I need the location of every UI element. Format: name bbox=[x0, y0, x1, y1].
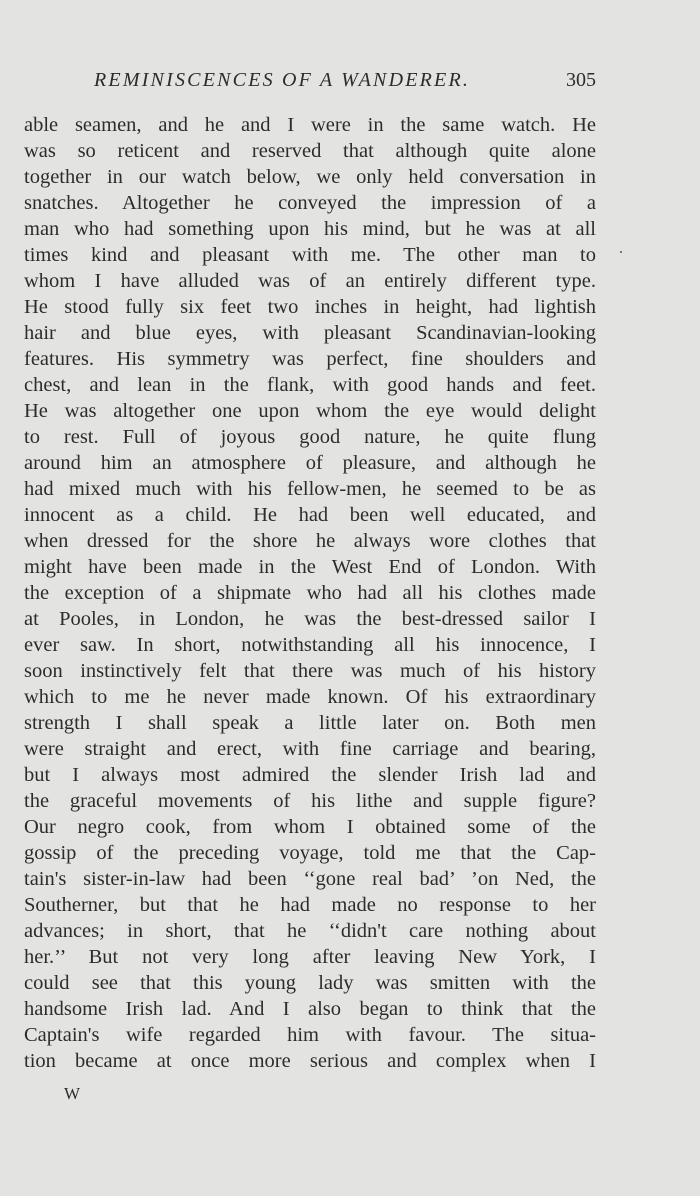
text-line: gossip of the preceding voyage, told me that the Cap- bbox=[24, 842, 596, 864]
text-line: tain's sister-in-law had been ‘‘gone real bad’ ’on Ned, the bbox=[24, 868, 596, 890]
text-line: the graceful movements of his lithe and supple figure? bbox=[24, 790, 596, 812]
text-line: Captain's wife regarded him with favour. The situa- bbox=[24, 1024, 596, 1046]
text-line: to rest. Full of joyous good nature, he quite flung bbox=[24, 426, 596, 448]
text-line: able seamen, and he and I were in the same watch. He bbox=[24, 114, 596, 136]
text-line: times kind and pleasant with me. The other man to bbox=[24, 244, 596, 266]
running-title: REMINISCENCES OF A WANDERER. bbox=[94, 69, 471, 91]
text-line: innocent as a child. He had been well educated, and bbox=[24, 504, 596, 526]
body-text bbox=[24, 112, 596, 1074]
text-line: was so reticent and reserved that although quite alone bbox=[24, 140, 596, 162]
text-line: man who had something upon his mind, but he was at all bbox=[24, 218, 596, 240]
text-line: features. His symmetry was perfect, fine shoulders and bbox=[24, 348, 596, 370]
text-line: soon instinctively felt that there was much of his history bbox=[24, 660, 596, 682]
text-line: her.’’ But not very long after leaving New York, I bbox=[24, 946, 596, 968]
text-line: whom I have alluded was of an entirely different type. bbox=[24, 270, 596, 292]
text-line: the exception of a shipmate who had all his clothes made bbox=[24, 582, 596, 604]
text-line: strength I shall speak a little later on. Both men bbox=[24, 712, 596, 734]
signature-mark: W bbox=[64, 1084, 81, 1103]
text-line: advances; in short, that he ‘‘didn't care nothing about bbox=[24, 920, 596, 942]
text-line: together in our watch below, we only held conversation in bbox=[24, 166, 596, 188]
text-line: He stood fully six feet two inches in height, had lightish bbox=[24, 296, 596, 318]
text-line: which to me he never made known. Of his extraordinary bbox=[24, 686, 596, 708]
text-line: chest, and lean in the flank, with good hands and feet. bbox=[24, 374, 596, 396]
text-line: at Pooles, in London, he was the best-dressed sailor I bbox=[24, 608, 596, 630]
text-line: when dressed for the shore he always wore clothes that bbox=[24, 530, 596, 552]
text-line: might have been made in the West End of London. With bbox=[24, 556, 596, 578]
text-line: had mixed much with his fellow-men, he seemed to be as bbox=[24, 478, 596, 500]
text-line: tion became at once more serious and complex when I bbox=[24, 1050, 596, 1072]
page-number: 305 bbox=[566, 69, 596, 91]
text-line: but I always most admired the slender Irish lad and bbox=[24, 764, 596, 786]
text-line: Southerner, but that he had made no response to her bbox=[24, 894, 596, 916]
page-header bbox=[94, 66, 596, 94]
text-line: hair and blue eyes, with pleasant Scandinavian-looking bbox=[24, 322, 596, 344]
text-line: snatches. Altogether he conveyed the impression of a bbox=[24, 192, 596, 214]
text-line: around him an atmosphere of pleasure, and although he bbox=[24, 452, 596, 474]
text-line: ever saw. In short, notwithstanding all his innocence, I bbox=[24, 634, 596, 656]
text-line: could see that this young lady was smitten with the bbox=[24, 972, 596, 994]
text-line: He was altogether one upon whom the eye would delight bbox=[24, 400, 596, 422]
margin-speck bbox=[620, 251, 622, 253]
text-line: Our negro cook, from whom I obtained some of the bbox=[24, 816, 596, 838]
text-line: handsome Irish lad. And I also began to think that the bbox=[24, 998, 596, 1020]
text-line: were straight and erect, with fine carriage and bearing, bbox=[24, 738, 596, 760]
